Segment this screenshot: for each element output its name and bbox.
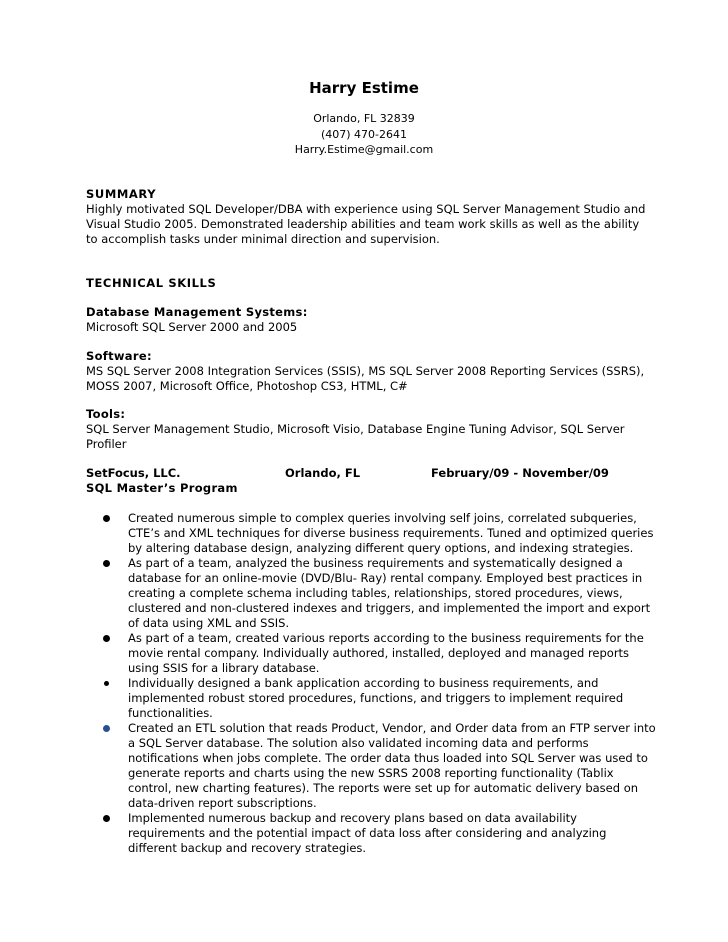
job-dates: February/09 - November/09 xyxy=(431,466,609,480)
tools-section xyxy=(86,407,646,452)
software-label: Software: xyxy=(86,349,152,363)
summary-heading: SUMMARY xyxy=(86,187,157,201)
job-location: Orlando, FL xyxy=(285,466,361,480)
job-bullet-list xyxy=(86,511,656,856)
software-text: MS SQL Server 2008 Integration Services (SSIS), MS SQL Server 2008 Reporting Services (SSRS), MOSS 2007, Microsoft Office, Photoshop CS3, HTML, C# xyxy=(86,364,645,393)
bullet-icon xyxy=(103,725,110,732)
bullet-icon xyxy=(103,515,110,522)
bullet-text: As part of a team, analyzed the business requirements and systematically designed a database for an online-movie (DVD/Blu- Ray) rental company. Employed best practices in creating a complete schema including tables, relationships, stored procedures, views, clustered and non-clustered indexes and triggers, and implemented the import and export of data using XML and SSIS. xyxy=(128,556,651,630)
dbms-section xyxy=(86,305,646,335)
address: Orlando, FL 32839 xyxy=(313,112,415,125)
bullet-icon xyxy=(104,681,109,686)
email: Harry.Estime@gmail.com xyxy=(294,143,434,156)
job-company: SetFocus, LLC. xyxy=(86,466,181,480)
software-section xyxy=(86,349,646,394)
bullet-text: Implemented numerous backup and recovery plans based on data availability requirements and the potential impact of data loss after considering and analyzing different backup and recovery strategies. xyxy=(128,811,607,855)
bullet-text: Created numerous simple to complex queries involving self joins, correlated subqueries, CTE’s and XML techniques for diverse business requirements. Tuned and optimized queries by altering database design, analyzing different query options, and indexing strategies. xyxy=(128,511,654,555)
bullet-icon xyxy=(103,815,110,822)
list-item xyxy=(86,721,656,811)
skills-heading: TECHNICAL SKILLS xyxy=(86,276,217,290)
summary-text: Highly motivated SQL Developer/DBA with experience using SQL Server Management Studio and Visual Studio 2005. Demonstrated leadership abilities and team work skills as well as the ability to accomplish tasks under minimal direction and supervision. xyxy=(86,202,646,246)
list-item xyxy=(86,556,656,631)
list-item xyxy=(86,631,656,676)
dbms-label: Database Management Systems: xyxy=(86,305,308,319)
list-item xyxy=(86,511,656,556)
bullet-icon xyxy=(103,635,110,642)
technical-skills-heading xyxy=(86,276,646,291)
job-program: SQL Master’s Program xyxy=(86,481,238,495)
bullet-text: Individually designed a bank application according to business requirements, and implemented robust stored procedures, functions, and triggers to implement required functionalities. xyxy=(128,676,624,720)
job-header-row xyxy=(86,466,646,481)
phone: (407) 470-2641 xyxy=(320,128,408,141)
dbms-text: Microsoft SQL Server 2000 and 2005 xyxy=(86,320,298,334)
bullet-text: As part of a team, created various reports according to the business requirements for the movie rental company. Individually authored, installed, deployed and managed reports using SSIS for a library database. xyxy=(128,631,644,675)
list-item xyxy=(86,811,656,856)
bullet-icon xyxy=(103,560,110,567)
summary-section xyxy=(86,187,646,247)
tools-label: Tools: xyxy=(86,407,126,421)
candidate-name: Harry Estime xyxy=(309,79,419,97)
list-item xyxy=(86,676,656,721)
tools-text: SQL Server Management Studio, Microsoft Visio, Database Engine Tuning Advisor, SQL Server Profiler xyxy=(86,422,625,451)
bullet-text: Created an ETL solution that reads Product, Vendor, and Order data from an FTP server into a SQL Server database. The solution also validated incoming data and performs notifications when jobs complete. The order data thus loaded into SQL Server was used to generate reports and charts using the new SSRS 2008 reporting functionality (Tablix control, new charting features). The reports were set up for automatic delivery based on data-driven report subscriptions. xyxy=(128,721,656,810)
